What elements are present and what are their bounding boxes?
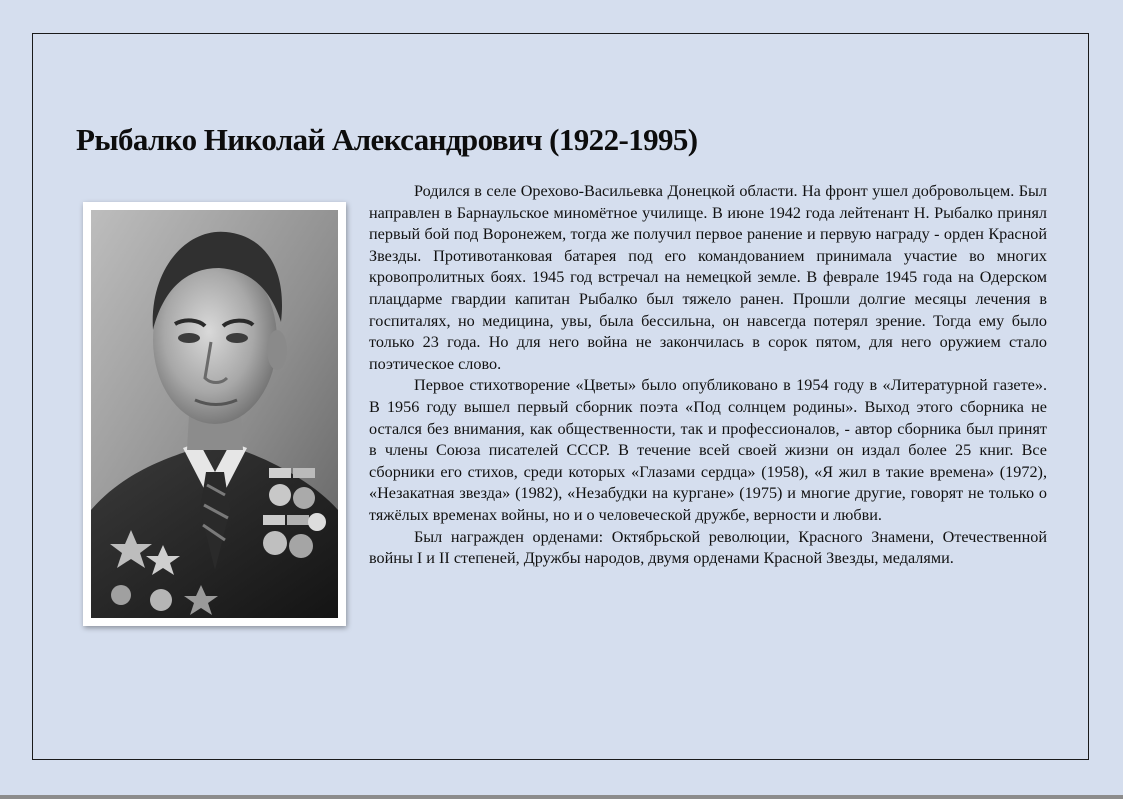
- page-title: Рыбалко Николай Александрович (1922-1995): [76, 122, 698, 157]
- biography-paragraph: Был награжден орденами: Октябрьской революции, Красного Знамени, Отечественной войны I и II степеней, Дружбы народов, двумя орденами Красной Звезды, медалями.: [369, 527, 1047, 568]
- bottom-edge-bar: [0, 795, 1123, 799]
- portrait-photo: [91, 210, 338, 618]
- portrait-photo-frame: [83, 202, 346, 626]
- biography-paragraph: Родился в селе Орехово-Васильевка Донецкой области. На фронт ушел добровольцем. Был направлен в Барнаульское миномётное училище. В июне 1942 года лейтенант Н. Рыбалко принял первый бой под Воронежем, тогда же получил первое ранение и первую награду - орден Красной Звезды. Противотанковая батарея под его командованием принимала участие во многих кровопролитных боях. 1945 год встречал на немецкой земле. В феврале 1945 года на Одерском плацдарме гвардии капитан Рыбалко был тяжело ранен. Прошли долгие месяцы лечения в госпиталях, но медицина, увы, была бессильна, он навсегда потерял зрение. Тогда ему было только 23 года. Но для него война не закончилась в сорок пятом, для него оружием стало поэтическое слово.: [369, 182, 1047, 373]
- biography-paragraph: Первое стихотворение «Цветы» было опубликовано в 1954 году в «Литературной газете». В 1956 году вышел первый сборник поэта «Под солнцем родины». Выход этого сборника не остался без внимания, как общественности, так и профессионалов, - автор сборника был принят в члены Союза писателей СССР. В течение всей своей жизни он издал более 25 книг. Все сборники его стихов, среди которых «Глазами сердца» (1958), «Я жил в такие времена» (1972), «Незакатная звезда» (1982), «Незабудки на кургане» (1975) и многие другие, говорят не только о тяжёлых временах войны, но и о человеческой дружбе, верности и любви.: [369, 376, 1047, 524]
- biography-text: [369, 181, 1047, 570]
